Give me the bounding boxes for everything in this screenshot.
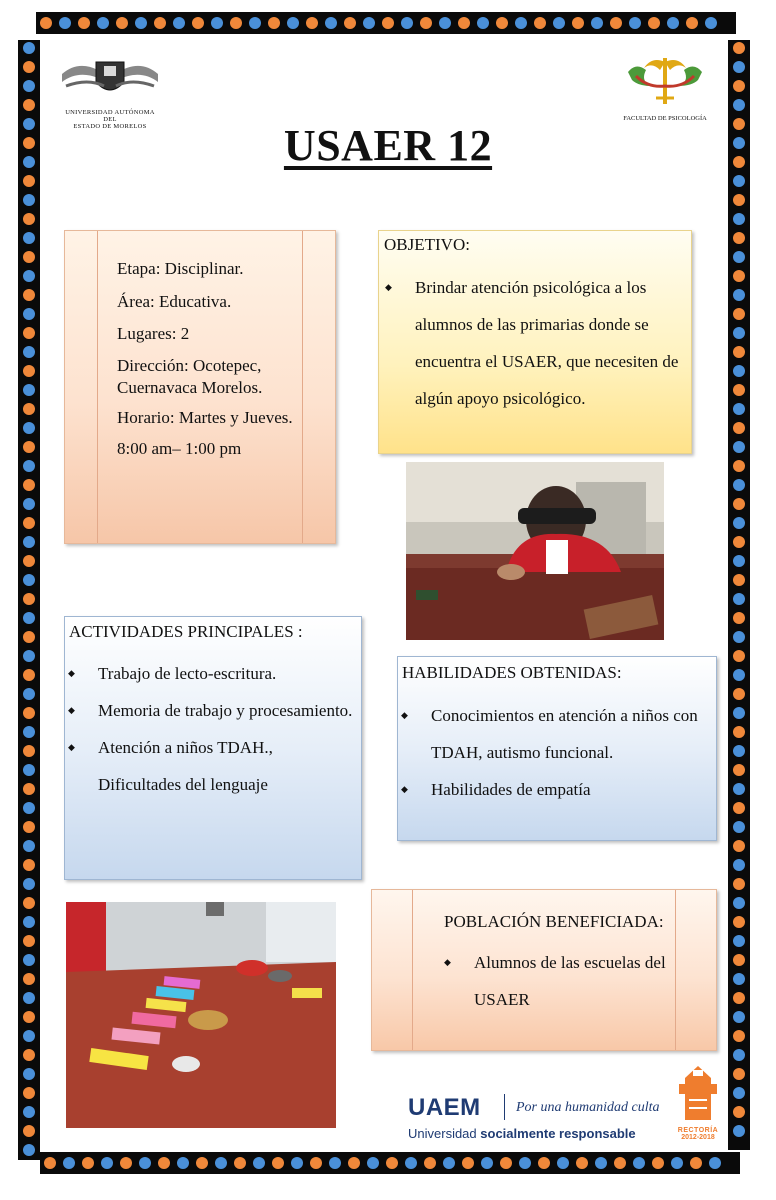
border-dot <box>733 612 745 624</box>
border-dot <box>733 1068 745 1080</box>
border-dot <box>733 574 745 586</box>
border-dot <box>23 783 35 795</box>
border-dot <box>382 17 394 29</box>
uaem-crest-logo <box>58 56 162 130</box>
border-dot <box>420 17 432 29</box>
border-dot <box>23 517 35 529</box>
border-dot <box>253 1157 265 1169</box>
border-dot <box>572 17 584 29</box>
border-dot <box>496 17 508 29</box>
uaem-wordmark: UAEM <box>408 1094 481 1121</box>
border-dot <box>733 498 745 510</box>
border-dot <box>23 688 35 700</box>
border-dot <box>733 650 745 662</box>
border-dot <box>23 574 35 586</box>
border-dot <box>652 1157 664 1169</box>
psychology-faculty-logo <box>622 52 708 122</box>
border-dot <box>23 365 35 377</box>
border-dot <box>23 61 35 73</box>
border-dot <box>733 878 745 890</box>
border-dot <box>23 1030 35 1042</box>
border-dot <box>40 17 52 29</box>
border-dot <box>667 17 679 29</box>
border-dot <box>23 916 35 928</box>
border-dot <box>310 1157 322 1169</box>
list-item: ◆ Conocimientos en atención a niños con TDAH, autismo funcional. <box>401 697 709 771</box>
rectoria-years: 2012-2018 <box>681 1134 715 1141</box>
border-dot <box>733 61 745 73</box>
border-dot <box>23 764 35 776</box>
border-dot <box>23 194 35 206</box>
border-dot <box>325 17 337 29</box>
border-dot <box>23 384 35 396</box>
border-dot <box>23 669 35 681</box>
border-dot <box>63 1157 75 1169</box>
border-dot <box>101 1157 113 1169</box>
skills-list <box>401 697 709 808</box>
border-dot <box>344 17 356 29</box>
border-dot <box>610 17 622 29</box>
border-dot <box>116 17 128 29</box>
skills-box <box>397 656 717 841</box>
border-dot <box>576 1157 588 1169</box>
border-dot <box>234 1157 246 1169</box>
border-dot <box>291 1157 303 1169</box>
info-direccion: Dirección: Ocotepec, Cuernavaca Morelos. <box>117 355 263 398</box>
border-dot <box>23 745 35 757</box>
border-dot <box>23 308 35 320</box>
border-dot <box>23 726 35 738</box>
border-dot <box>23 232 35 244</box>
box-rail <box>97 231 98 543</box>
rectoria-label: RECTORÍA <box>677 1127 719 1134</box>
footer-universidad: Universidad <box>408 1126 477 1141</box>
bullet-icon: ◆ <box>68 668 75 678</box>
list-item: ◆ Habilidades de empatía <box>401 771 709 808</box>
border-dot <box>23 821 35 833</box>
border-dot <box>733 365 745 377</box>
border-dot <box>733 289 745 301</box>
border-dot <box>249 17 261 29</box>
population-list <box>444 944 684 1018</box>
border-dot <box>401 17 413 29</box>
border-dot <box>443 1157 455 1169</box>
uaem-caption-line1: UNIVERSIDAD AUTÓNOMA DEL <box>65 109 155 123</box>
footer-branding <box>408 1092 668 1144</box>
border-dot <box>733 213 745 225</box>
border-dot <box>553 17 565 29</box>
border-dot <box>671 1157 683 1169</box>
footer-slogan: Por una humanidad culta <box>516 1100 660 1115</box>
border-dot <box>287 17 299 29</box>
border-dot <box>733 175 745 187</box>
bullet-icon: ◆ <box>401 710 408 720</box>
border-dot <box>23 1144 35 1156</box>
border-dot <box>733 517 745 529</box>
border-dot <box>733 346 745 358</box>
border-dot <box>614 1157 626 1169</box>
border-dot <box>23 175 35 187</box>
border-dot <box>23 555 35 567</box>
border-dot <box>690 1157 702 1169</box>
bullet-icon: ◆ <box>68 705 75 715</box>
border-dot <box>23 346 35 358</box>
border-dot <box>462 1157 474 1169</box>
border-dot <box>23 460 35 472</box>
border-dot <box>97 17 109 29</box>
border-dot <box>23 859 35 871</box>
border-dot <box>733 270 745 282</box>
border-dot <box>23 1049 35 1061</box>
border-dot <box>386 1157 398 1169</box>
border-dot <box>23 707 35 719</box>
border-dot <box>23 99 35 111</box>
border-dot <box>733 384 745 396</box>
skills-heading: HABILIDADES OBTENIDAS: <box>402 663 622 682</box>
activities-heading: ACTIVIDADES PRINCIPALES : <box>69 622 303 641</box>
border-dot <box>733 536 745 548</box>
border-dot <box>23 213 35 225</box>
uaem-caption-line2: ESTADO DE MORELOS <box>73 123 147 130</box>
border-dot <box>733 251 745 263</box>
border-dot <box>23 897 35 909</box>
list-item: ◆ Trabajo de lecto-escritura. <box>68 655 356 692</box>
border-dot <box>733 80 745 92</box>
border-dot <box>23 498 35 510</box>
border-dot <box>686 17 698 29</box>
border-dot <box>23 422 35 434</box>
info-hora: 8:00 am– 1:00 pm <box>117 439 242 459</box>
border-dot <box>23 650 35 662</box>
info-area: Área: Educativa. <box>117 291 232 311</box>
border-dot <box>481 1157 493 1169</box>
border-dot <box>120 1157 132 1169</box>
border-dot <box>733 308 745 320</box>
border-dot <box>23 1125 35 1137</box>
border-dot <box>23 802 35 814</box>
border-dot <box>733 954 745 966</box>
border-dot <box>648 17 660 29</box>
border-dot <box>458 17 470 29</box>
border-dot <box>23 1011 35 1023</box>
border-dot <box>230 17 242 29</box>
border-dot <box>629 17 641 29</box>
border-dot <box>733 460 745 472</box>
border-dot <box>23 631 35 643</box>
photo-animal-figures <box>66 902 336 1128</box>
border-dot <box>78 17 90 29</box>
activities-box <box>64 616 362 880</box>
border-dot <box>211 17 223 29</box>
border-dot <box>733 1049 745 1061</box>
border-dot <box>709 1157 721 1169</box>
border-dot <box>23 973 35 985</box>
border-dot <box>733 232 745 244</box>
border-dot <box>733 194 745 206</box>
border-dot <box>591 17 603 29</box>
border-dot <box>733 688 745 700</box>
border-dot <box>733 1106 745 1118</box>
border-dot <box>534 17 546 29</box>
population-box <box>371 889 717 1051</box>
border-dot <box>215 1157 227 1169</box>
border-dot <box>23 1087 35 1099</box>
border-dot <box>192 17 204 29</box>
border-dot <box>329 1157 341 1169</box>
border-dot <box>733 992 745 1004</box>
border-dot <box>477 17 489 29</box>
border-dot <box>23 403 35 415</box>
box-rail <box>412 890 413 1050</box>
border-dot <box>23 536 35 548</box>
photo-child-activity <box>406 462 664 640</box>
border-dot <box>733 1125 745 1137</box>
info-etapa: Etapa: Disciplinar. <box>117 259 244 278</box>
border-dot <box>23 935 35 947</box>
border-dot <box>173 17 185 29</box>
border-dot <box>733 802 745 814</box>
border-dot <box>733 916 745 928</box>
border-dot <box>733 1011 745 1023</box>
footer-divider <box>504 1094 505 1120</box>
border-dot <box>733 1030 745 1042</box>
border-dot <box>177 1157 189 1169</box>
border-dot <box>158 1157 170 1169</box>
border-dot <box>733 99 745 111</box>
border-dot <box>557 1157 569 1169</box>
info-lugares: Lugares: 2 <box>117 324 190 344</box>
border-dot <box>733 783 745 795</box>
border-dot <box>23 878 35 890</box>
border-dot <box>733 897 745 909</box>
border-dot <box>733 1087 745 1099</box>
info-horario: Horario: Martes y Jueves. <box>117 408 293 428</box>
border-dot <box>733 42 745 54</box>
border-dot <box>595 1157 607 1169</box>
border-dot <box>23 612 35 624</box>
border-dot <box>439 17 451 29</box>
bullet-icon: ◆ <box>444 957 451 967</box>
border-dot <box>733 764 745 776</box>
border-dot <box>44 1157 56 1169</box>
info-box <box>64 230 336 544</box>
list-item: ◆ Memoria de trabajo y procesamiento. <box>68 692 356 729</box>
border-dot <box>268 17 280 29</box>
border-dot <box>23 593 35 605</box>
border-dot <box>196 1157 208 1169</box>
border-dot <box>733 821 745 833</box>
border-dot <box>154 17 166 29</box>
bullet-icon: ◆ <box>385 282 392 292</box>
border-dot <box>363 17 375 29</box>
border-dot <box>733 441 745 453</box>
border-dot <box>82 1157 94 1169</box>
border-dot <box>23 992 35 1004</box>
border-dot <box>733 935 745 947</box>
objective-list <box>385 269 683 417</box>
border-dot <box>733 479 745 491</box>
border-dot <box>519 1157 531 1169</box>
border-dot <box>23 42 35 54</box>
border-dot <box>23 80 35 92</box>
activities-list <box>68 655 356 803</box>
border-dot <box>306 17 318 29</box>
border-dot <box>23 1068 35 1080</box>
rectoria-logo <box>673 1064 723 1146</box>
border-dot <box>23 954 35 966</box>
border-dot <box>23 251 35 263</box>
border-dot <box>733 840 745 852</box>
border-dot <box>733 403 745 415</box>
border-dot <box>139 1157 151 1169</box>
border-dot <box>367 1157 379 1169</box>
border-dot <box>59 17 71 29</box>
border-dot <box>733 422 745 434</box>
border-dot <box>515 17 527 29</box>
border-dot <box>733 631 745 643</box>
border-dot <box>135 17 147 29</box>
border-dot <box>633 1157 645 1169</box>
border-dot <box>733 745 745 757</box>
bullet-icon: ◆ <box>401 784 408 794</box>
info-content <box>117 257 307 470</box>
border-dot <box>23 479 35 491</box>
footer-socialmente: socialmente responsable <box>480 1126 636 1141</box>
border-dot <box>272 1157 284 1169</box>
page-title: USAER 12 <box>283 121 493 170</box>
border-dot <box>405 1157 417 1169</box>
border-dot <box>733 327 745 339</box>
psychology-caption: FACULTAD DE PSICOLOGÍA <box>623 115 707 122</box>
border-dot <box>23 441 35 453</box>
list-item: ◆ Brindar atención psicológica a los alumnos de las primarias donde se encuentra el USAER, que necesiten de algún apoyo psicológico. <box>385 269 683 417</box>
bullet-icon: ◆ <box>68 742 75 752</box>
border-dot <box>348 1157 360 1169</box>
border-dot <box>23 327 35 339</box>
border-dot <box>23 840 35 852</box>
border-dot <box>23 289 35 301</box>
border-dot <box>733 859 745 871</box>
border-dot <box>500 1157 512 1169</box>
border-dot <box>733 593 745 605</box>
list-item: ◆ Alumnos de las escuelas del USAER <box>444 944 684 1018</box>
border-dot <box>733 973 745 985</box>
border-dot <box>733 726 745 738</box>
objective-box <box>378 230 692 454</box>
border-dot <box>733 669 745 681</box>
objective-heading: OBJETIVO: <box>384 235 470 254</box>
border-dot <box>23 1106 35 1118</box>
footer-line <box>408 1126 636 1141</box>
list-item: ◆ Atención a niños TDAH., Dificultades del lenguaje <box>68 729 356 803</box>
border-dot <box>705 17 717 29</box>
border-dot <box>538 1157 550 1169</box>
border-dot <box>733 555 745 567</box>
border-dot <box>23 270 35 282</box>
population-heading: POBLACIÓN BENEFICIADA: <box>444 912 664 931</box>
border-dot <box>424 1157 436 1169</box>
border-dot <box>733 707 745 719</box>
